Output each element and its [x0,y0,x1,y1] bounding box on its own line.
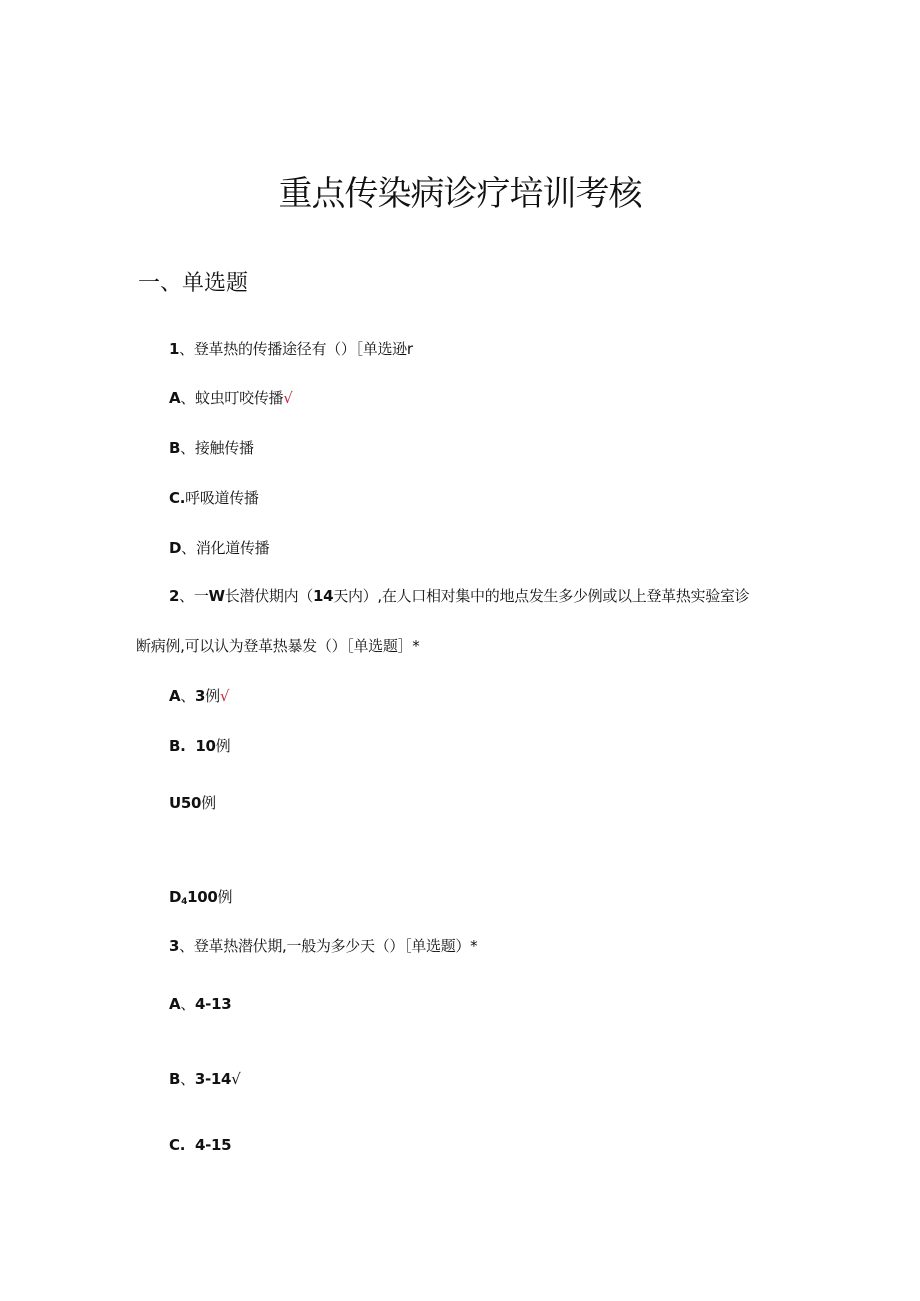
question-1 [169,338,413,359]
question-prompt-part: 、一 [179,587,209,605]
option-text: 4-15 [185,1136,232,1154]
question-number: 1 [169,340,180,358]
option-letter: D [169,539,182,557]
option-text: 10 [185,737,216,755]
option-3b[interactable] [169,1068,240,1089]
option-letter: B [169,737,181,755]
option-sep: 、 [180,995,196,1013]
option-sep: 、 [180,687,196,705]
option-text: 蚊虫叮咬传播 [195,389,284,407]
question-number: 3 [169,937,180,955]
option-text: 接触传播 [194,439,254,457]
option-2b[interactable] [169,735,230,756]
option-1b[interactable] [169,437,254,458]
question-number: 2 [169,587,180,605]
option-letter: B [169,1070,181,1088]
correct-check-icon: √ [231,1070,241,1088]
option-sep: 、 [181,539,196,557]
option-unit: 例 [201,794,216,812]
question-prompt-part: 断病例,可以认为登革热暴发（）［单选题］* [136,637,420,655]
option-unit: 例 [215,737,231,755]
question-3 [169,935,477,956]
option-1d[interactable] [169,537,269,558]
option-sep: 、 [180,439,195,457]
option-letter: A [169,995,181,1013]
option-sep: . [179,489,186,507]
option-1c[interactable] [169,487,259,508]
question-prompt-part: 天内）,在人口相对集中的地点发生多少例或以上登革热实验室诊 [333,587,750,605]
document-title: 重点传染病诊疗培训考核 [278,174,642,214]
option-letter: U [169,794,181,812]
option-text: 呼吸道传播 [185,489,259,507]
option-2d[interactable] [169,886,232,907]
option-1a[interactable] [169,387,292,408]
option-unit: 例 [217,888,233,906]
option-2a[interactable] [169,685,229,706]
option-letter: D [169,888,182,906]
option-text: 3-14 [194,1070,232,1088]
section-heading: 一、单选题 [138,271,249,296]
option-3c[interactable] [169,1136,231,1154]
option-text: 消化道传播 [195,539,270,557]
option-sep: 、 [180,1070,195,1088]
option-letter: B [169,439,181,457]
option-text: 100 [187,888,218,906]
question-prompt-part: W [208,587,225,605]
option-sep: . [180,737,186,755]
option-sep: 、 [180,389,196,407]
question-2-continued [136,635,419,656]
correct-check-icon: √ [283,389,293,407]
option-unit: 例 [205,687,220,705]
question-prompt: 、登革热潜伏期,一般为多少天（）［单选题）* [179,937,478,955]
question-prompt: 、登革热的传播途径有（）［单选逊r [179,340,413,358]
question-prompt-part: 长潜伏期内（ [224,587,313,605]
option-letter: C [169,489,180,507]
option-2c[interactable] [169,792,216,813]
option-text: 4-13 [195,995,232,1013]
option-sep: . [179,1136,186,1154]
correct-check-icon: √ [219,687,230,705]
option-text: 50 [180,794,202,812]
option-letter: A [169,389,181,407]
question-2 [169,585,749,606]
option-sep: 4 [181,897,188,907]
option-letter: A [169,687,181,705]
option-letter: C [169,1136,180,1154]
option-text: 3 [195,687,206,705]
question-prompt-part: 14 [313,587,334,605]
option-3a[interactable] [169,993,231,1014]
